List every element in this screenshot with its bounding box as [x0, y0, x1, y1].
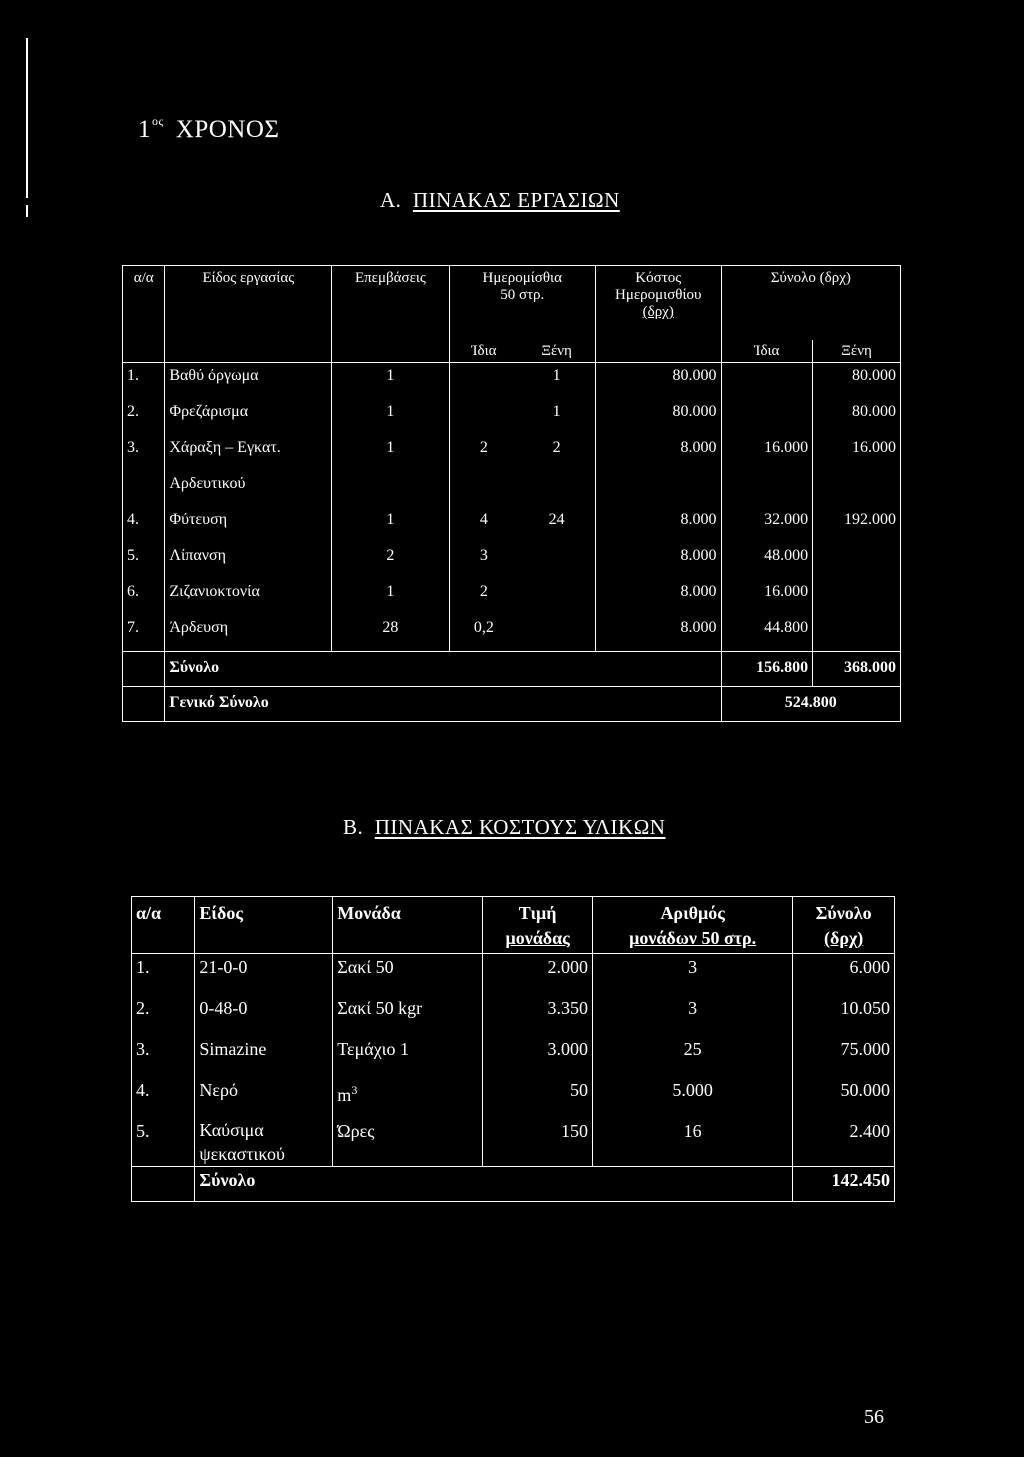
- grand-total-row: [123, 687, 901, 722]
- table-row: [132, 1036, 895, 1077]
- cell-qty: 5.000: [592, 1077, 792, 1118]
- cell-sum-hired: 80.000: [852, 367, 896, 384]
- work-table: [122, 265, 901, 722]
- table-header-row: [123, 266, 901, 341]
- cell-hired: 2: [518, 435, 595, 471]
- header-sum-own: Ίδια: [721, 340, 813, 363]
- header-qty: [592, 897, 792, 954]
- header-type: Είδος εργασίας: [165, 266, 332, 363]
- table-a-title-text: ΠΙΝΑΚΑΣ ΕΡΓΑΣΙΩΝ: [412, 188, 620, 212]
- cell-cost: 8.000: [595, 615, 721, 652]
- cell-unit: [333, 1077, 483, 1118]
- cell-no: 4.: [123, 507, 165, 543]
- cell-sum: 6.000: [849, 957, 890, 977]
- header-cost: [595, 266, 721, 363]
- table-row: [132, 995, 895, 1036]
- heading-suffix: ος: [152, 114, 164, 128]
- cell-type: Λίπανση: [165, 543, 332, 579]
- cell-cost: 80.000: [595, 399, 721, 435]
- cell-hired: 1: [518, 363, 595, 400]
- table-row: [123, 615, 901, 652]
- header-unit: Μονάδα: [333, 897, 483, 954]
- materials-table: [131, 896, 895, 1202]
- header-total: Σύνολο (δρχ): [770, 270, 851, 286]
- cell-visits: 1: [332, 399, 449, 435]
- grand-total-label: Γενικό Σύνολο: [165, 687, 721, 722]
- cell-visits: 1: [332, 435, 449, 471]
- cell-item: [195, 1118, 333, 1167]
- header-visits: Επεμβάσεις: [332, 266, 449, 363]
- cell-sum-own: 16.000: [721, 435, 813, 471]
- table-row: [132, 1077, 895, 1118]
- cell-qty: 3: [592, 995, 792, 1036]
- page-number: 56: [864, 1406, 884, 1428]
- cell-sum-own: [721, 363, 813, 400]
- cell-sum: 75.000: [840, 1039, 890, 1059]
- table-row: [132, 1118, 895, 1167]
- cell-hired: 1: [518, 399, 595, 435]
- cell-type: Φρεζάρισμα: [165, 399, 332, 435]
- table-row: [123, 579, 901, 615]
- cell-sum-hired: [813, 615, 901, 652]
- cell-sum-hired: 192.000: [844, 511, 896, 528]
- cell-own: 4: [479, 511, 488, 528]
- cell-sum-own: 16.000: [721, 579, 813, 615]
- cell-qty: 3: [592, 954, 792, 996]
- cell-type: Άρδευση: [165, 615, 332, 652]
- total-value: 142.450: [793, 1167, 895, 1202]
- cell-sum-hired: [813, 471, 901, 507]
- cell-own: [449, 471, 518, 507]
- cell-visits: 2: [332, 543, 449, 579]
- cell-visits: [332, 471, 449, 507]
- header-qty-line1: Αριθμός: [660, 903, 725, 923]
- scan-edge-line: [26, 205, 28, 217]
- cell-unit: [333, 1036, 483, 1077]
- total-row: [132, 1167, 895, 1202]
- cell-own: 0,2: [473, 619, 494, 636]
- cell-unit-text: Τεμάχιο 1: [337, 1039, 410, 1059]
- cell-sum-hired: 16.000: [852, 439, 896, 456]
- cell-no: 3.: [132, 1036, 195, 1077]
- cell-item: 21-0-0: [195, 954, 333, 996]
- table-row: [123, 363, 901, 400]
- cell-price: 3.000: [483, 1036, 593, 1077]
- cell-visits: 28: [332, 615, 449, 652]
- cell-cost: 8.000: [595, 579, 721, 615]
- header-own: Ίδια: [449, 340, 518, 363]
- header-sum: [793, 897, 895, 954]
- cell-price: 150: [483, 1118, 593, 1167]
- cell-no: 2.: [123, 399, 165, 435]
- cell-own: 2: [479, 439, 488, 456]
- table-row: [123, 399, 901, 435]
- cell-hired: [518, 579, 595, 615]
- cell-sum: 50.000: [840, 1080, 890, 1100]
- cell-no: 7.: [123, 615, 165, 652]
- total-own: 156.800: [721, 652, 813, 687]
- cell-sum-hired: [813, 579, 901, 615]
- header-sum-hired: Ξένη: [813, 340, 901, 363]
- cell-type: Βαθύ όργωμα: [165, 363, 332, 400]
- cell-type: Χάραξη – Εγκατ.: [165, 435, 332, 471]
- cell-no: [123, 652, 165, 687]
- table-row-continuation: [123, 471, 901, 507]
- cell-item-line2: ψεκαστικού: [199, 1144, 285, 1164]
- cell-no: 3.: [123, 435, 165, 471]
- header-item: Είδος: [195, 897, 333, 954]
- cell-no: [132, 1167, 195, 1202]
- total-hired: 368.000: [813, 652, 901, 687]
- table-a-prefix: Α.: [380, 188, 402, 212]
- cell-cost: 8.000: [595, 507, 721, 543]
- header-no: α/α: [123, 266, 165, 363]
- table-row: [123, 435, 901, 471]
- cell-item: Simazine: [195, 1036, 333, 1077]
- scan-edge-line: [26, 38, 28, 198]
- cell-price: 3.350: [483, 995, 593, 1036]
- cell-no: 5.: [132, 1118, 195, 1167]
- cell-unit: [333, 1118, 483, 1167]
- total-label: Σύνολο: [165, 652, 721, 687]
- table-b-prefix: Β.: [343, 815, 364, 839]
- cell-unit-text: m: [337, 1085, 352, 1105]
- table-row: [123, 543, 901, 579]
- cell-no: 4.: [132, 1077, 195, 1118]
- header-price-line2: μονάδας: [505, 928, 570, 948]
- header-price-line1: Τιμή: [518, 903, 557, 923]
- cell-sum-hired: [813, 543, 901, 579]
- grand-total-value: 524.800: [721, 687, 900, 722]
- page-heading: [138, 114, 279, 144]
- cell-price: 50: [483, 1077, 593, 1118]
- table-row: [123, 507, 901, 543]
- cell-sum-hired: 80.000: [852, 403, 896, 420]
- cell-hired: [518, 615, 595, 652]
- cell-qty: 25: [592, 1036, 792, 1077]
- cell-cost: 80.000: [595, 363, 721, 400]
- cell-item: Νερό: [195, 1077, 333, 1118]
- header-wages-line1: Ημερομίσθια: [482, 270, 562, 286]
- cell-no: [123, 471, 165, 507]
- cell-own: 3: [479, 547, 488, 564]
- cell-sum-own: 44.800: [721, 615, 813, 652]
- heading-text: ΧΡΟΝΟΣ: [175, 116, 280, 143]
- table-a-title: [380, 188, 620, 213]
- cell-no: 5.: [123, 543, 165, 579]
- header-price: [483, 897, 593, 954]
- table-b-title: [343, 815, 665, 840]
- cell-sum-own: 48.000: [721, 543, 813, 579]
- cell-cost: 8.000: [595, 435, 721, 471]
- header-sum-line2: (δρχ): [824, 928, 864, 948]
- cell-visits: 1: [332, 507, 449, 543]
- cell-own: [449, 363, 518, 400]
- cell-unit-text: Ώρες: [337, 1121, 375, 1141]
- cell-type: Ζιζανιοκτονία: [165, 579, 332, 615]
- cell-unit-superscript: 3: [351, 1083, 358, 1097]
- header-hired: Ξένη: [518, 340, 595, 363]
- cell-unit-text: Σακί 50 kgr: [337, 998, 423, 1018]
- cell-own: [449, 399, 518, 435]
- cell-type-continued: Αρδευτικού: [165, 471, 332, 507]
- cell-hired: [518, 471, 595, 507]
- cell-item: 0-48-0: [195, 995, 333, 1036]
- header-wages: [449, 266, 595, 341]
- cell-sum: 10.050: [840, 998, 890, 1018]
- header-cost-line1: Κόστος: [635, 270, 682, 286]
- cell-hired: 24: [518, 507, 595, 543]
- cell-hired: [518, 543, 595, 579]
- total-label: Σύνολο: [195, 1167, 793, 1202]
- cell-visits: 1: [332, 579, 449, 615]
- header-wages-line2: 50 στρ.: [500, 287, 545, 303]
- cell-unit: [333, 995, 483, 1036]
- total-row: [123, 652, 901, 687]
- header-no: α/α: [132, 897, 195, 954]
- cell-cost: 8.000: [595, 543, 721, 579]
- header-cost-line3: (δρχ): [642, 304, 674, 320]
- cell-visits: 1: [332, 363, 449, 400]
- cell-unit: [333, 954, 483, 996]
- cell-unit-text: Σακί 50: [337, 957, 394, 977]
- cell-no: 1.: [123, 363, 165, 400]
- cell-sum-own: [721, 471, 813, 507]
- header-cost-line2: Ημερομισθίου: [614, 287, 702, 303]
- header-qty-line2: μονάδων 50 στρ.: [629, 928, 757, 948]
- header-sum-line1: Σύνολο: [815, 903, 872, 923]
- cell-no: 2.: [132, 995, 195, 1036]
- cell-no: 6.: [123, 579, 165, 615]
- cell-sum: 2.400: [849, 1121, 890, 1141]
- cell-sum-own: [721, 399, 813, 435]
- cell-own: 2: [479, 583, 488, 600]
- cell-type: Φύτευση: [165, 507, 332, 543]
- cell-no: 1.: [132, 954, 195, 996]
- cell-item-line1: Καύσιμα: [199, 1120, 264, 1140]
- heading-number: 1: [138, 116, 151, 143]
- table-b-title-text: ΠΙΝΑΚΑΣ ΚΟΣΤΟΥΣ ΥΛΙΚΩΝ: [374, 815, 666, 839]
- cell-qty: 16: [592, 1118, 792, 1167]
- cell-price: 2.000: [483, 954, 593, 996]
- table-header-row: [132, 897, 895, 954]
- cell-no: [123, 687, 165, 722]
- cell-cost: [595, 471, 721, 507]
- cell-sum-own: 32.000: [721, 507, 813, 543]
- table-row: [132, 954, 895, 996]
